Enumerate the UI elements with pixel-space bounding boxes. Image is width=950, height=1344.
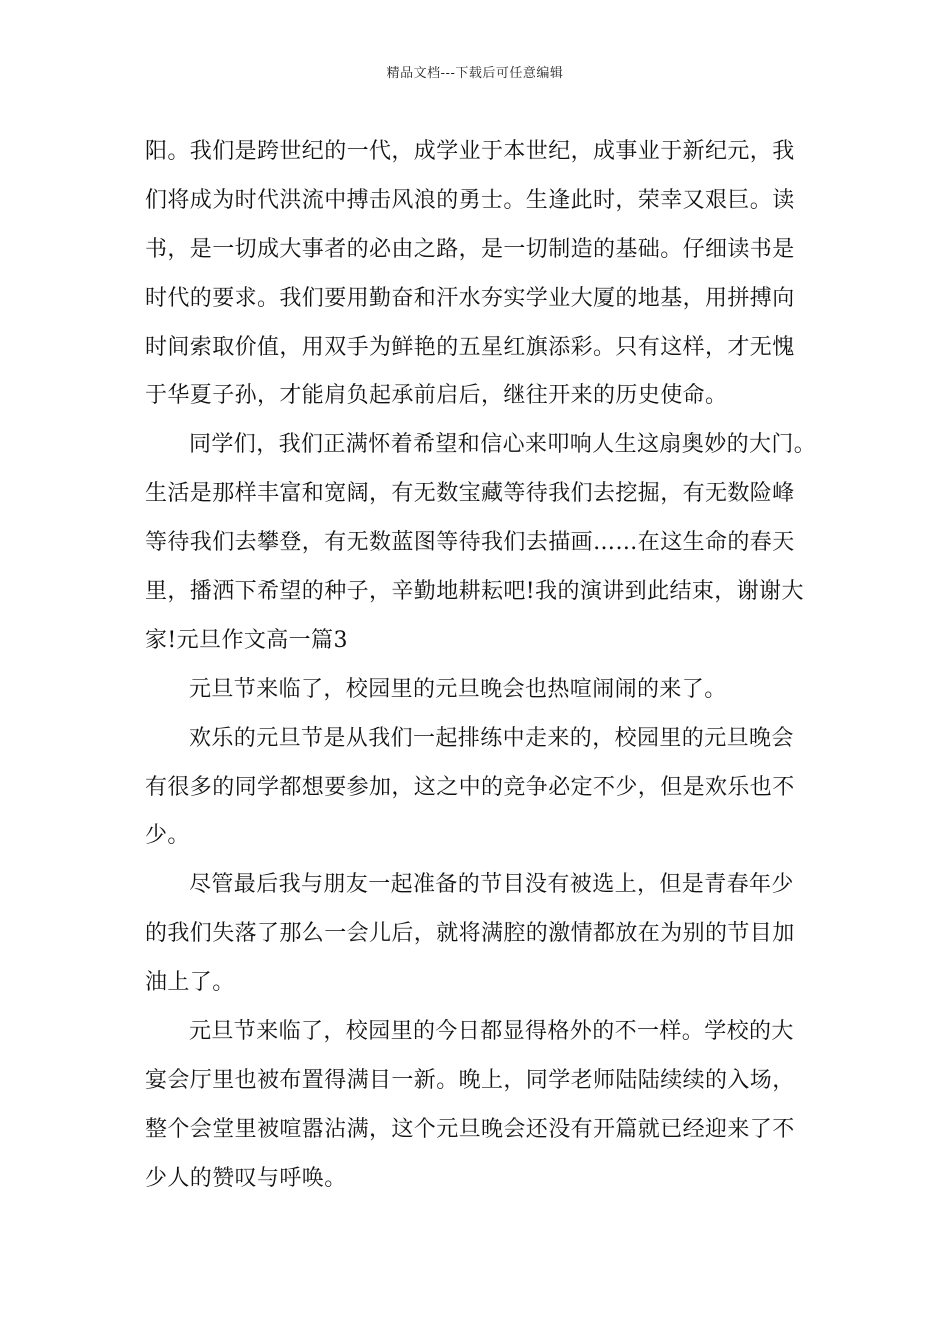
text-line: 于华夏子孙，才能肩负起承前启后，继往开来的历史使命。: [145, 383, 728, 409]
paragraph-start-line: 元旦节来临了，校园里的元旦晚会也热喧闹闹的来了。: [189, 676, 727, 702]
text-line: 们将成为时代洪流中搏击风浪的勇士。生逢此时，荣幸又艰巨。读: [145, 187, 795, 213]
text-line: 里，播洒下希望的种子，辛勤地耕耘吧!我的演讲到此结束，谢谢大: [145, 579, 804, 605]
text-line: 阳。我们是跨世纪的一代，成学业于本世纪，成事业于新纪元，我: [145, 139, 795, 164]
text-line: 有很多的同学都想要参加，这之中的竞争必定不少，但是欢乐也不: [145, 774, 795, 800]
paragraph-start-line: 元旦节来临了，校园里的今日都显得格外的不一样。学校的大: [189, 1019, 794, 1045]
text-line: 等待我们去攀登，有无数蓝图等待我们去描画……在这生命的春天: [145, 530, 795, 556]
text-line: 生活是那样丰富和宽阔，有无数宝藏等待我们去挖掘，有无数险峰: [145, 481, 795, 507]
text-line: 油上了。: [145, 970, 235, 996]
text-line: 的我们失落了那么一会儿后，就将满腔的激情都放在为别的节目加: [145, 921, 795, 947]
text-line: 时间索取价值，用双手为鲜艳的五星红旗添彩。只有这样，才无愧: [145, 334, 795, 360]
paragraph-start-line: 尽管最后我与朋友一起准备的节目没有被选上，但是青春年少: [189, 872, 794, 898]
text-line: 宴会厅里也被布置得满目一新。晚上，同学老师陆陆续续的入场，: [145, 1067, 795, 1093]
paragraph-start-line: 欢乐的元旦节是从我们一起排练中走来的，校园里的元旦晚会: [189, 725, 794, 751]
page-header: 精品文档---下载后可任意编辑: [386, 66, 564, 81]
text-line: 书，是一切成大事者的必由之路，是一切制造的基础。仔细读书是: [145, 236, 795, 262]
text-line: 少人的赞叹与呼唤。: [145, 1165, 347, 1191]
paragraph-start-line: 同学们，我们正满怀着希望和信心来叩响人生这扇奥妙的大门。: [189, 432, 817, 458]
document-body: [145, 128, 817, 1204]
text-line: 少。: [145, 823, 190, 849]
text-line: 整个会堂里被喧嚣沾满，这个元旦晚会还没有开篇就已经迎来了不: [145, 1116, 795, 1142]
text-line: 时代的要求。我们要用勤奋和汗水夯实学业大厦的地基，用拼搏向: [145, 285, 795, 311]
text-line: 家!元旦作文高一篇3: [145, 627, 348, 653]
